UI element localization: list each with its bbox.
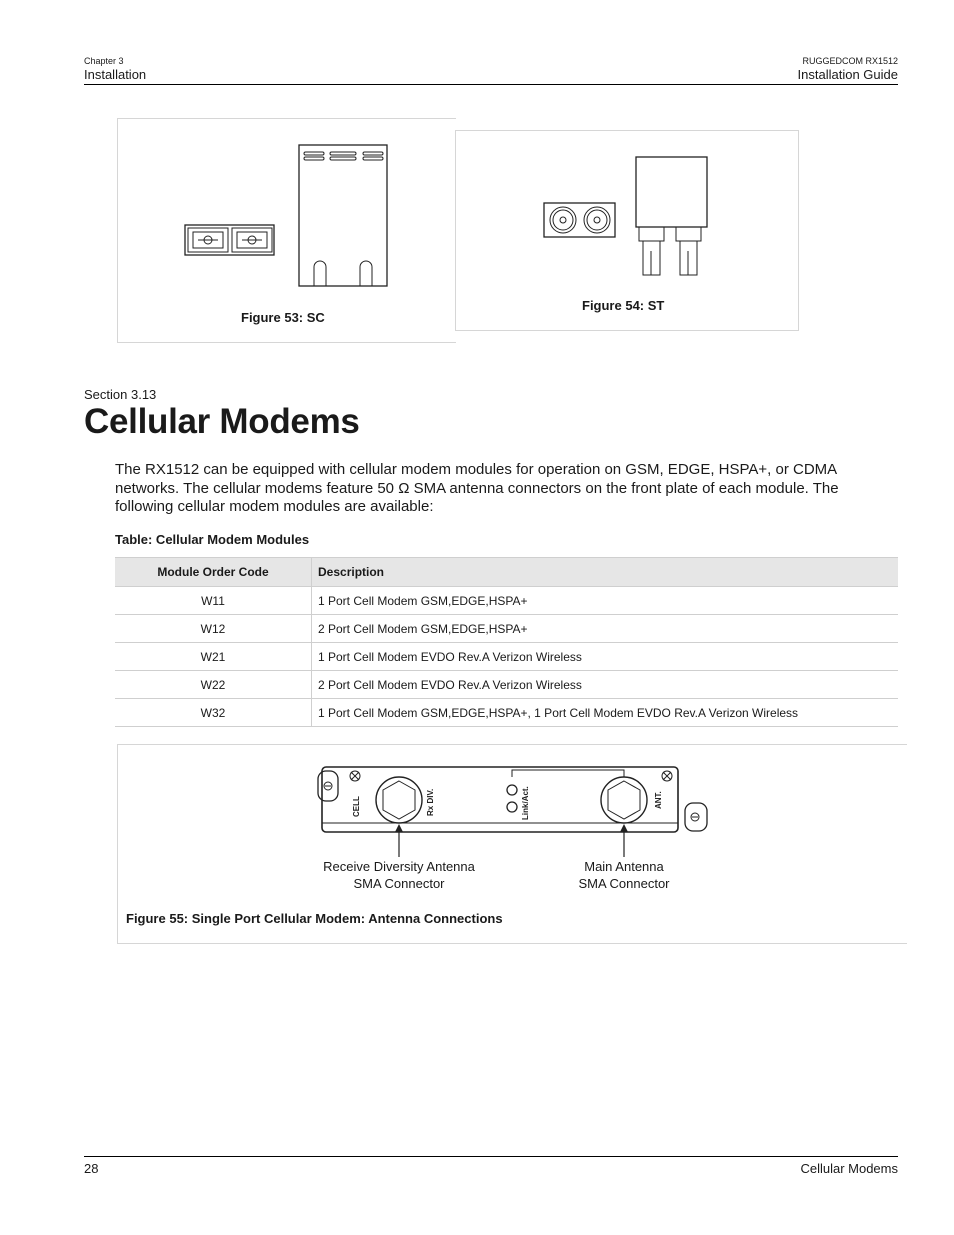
table-row <box>115 615 898 643</box>
cell-label: CELL <box>352 796 361 817</box>
footer-rule <box>84 1156 898 1157</box>
column-header-order-code: Module Order Code <box>115 558 312 587</box>
order-code-cell: W32 <box>115 699 312 727</box>
order-code-cell: W22 <box>115 671 312 699</box>
order-code-cell: W21 <box>115 643 312 671</box>
table-title: Table: Cellular Modem Modules <box>115 532 310 547</box>
footer-section-name: Cellular Modems <box>800 1161 898 1176</box>
header-guide: Installation Guide <box>797 67 898 82</box>
table-row <box>115 699 898 727</box>
header-product: RUGGEDCOM RX1512 <box>802 56 898 66</box>
rx-callout-line-2: SMA Connector <box>353 876 445 891</box>
rx-div-label: Rx DIV. <box>426 788 435 816</box>
description-cell: 2 Port Cell Modem EVDO Rev.A Verizon Wireless <box>312 671 899 699</box>
figure-53-caption: Figure 53: SC <box>241 310 325 325</box>
header-chapter: Chapter 3 <box>84 56 124 66</box>
page-title: Cellular Modems <box>84 402 360 441</box>
order-code-cell: W11 <box>115 587 312 615</box>
header-chapter-title: Installation <box>84 67 147 82</box>
ant-label: ANT. <box>654 791 663 809</box>
sc-connector-illustration <box>118 119 456 342</box>
intro-line-2: networks. The cellular modems feature 50 Ω SMA antenna connectors on the front plate of each module. The <box>115 479 839 497</box>
description-cell: 1 Port Cell Modem GSM,EDGE,HSPA+, 1 Port Cell Modem EVDO Rev.A Verizon Wireless <box>312 699 899 727</box>
figure-55 <box>117 744 907 944</box>
section-label: Section 3.13 <box>84 387 157 402</box>
figure-53 <box>117 118 456 343</box>
intro-line-3: following cellular modem modules are available: <box>115 498 434 515</box>
cellular-modules-table <box>115 557 898 727</box>
figure-54-caption: Figure 54: ST <box>582 298 665 313</box>
main-callout-line-1: Main Antenna <box>584 859 664 874</box>
figure-55-caption: Figure 55: Single Port Cellular Modem: Antenna Connections <box>126 911 503 926</box>
link-act-label: Link/Act. <box>521 786 530 820</box>
intro-line-1: The RX1512 can be equipped with cellular modem modules for operation on GSM, EDGE, HSPA+, or CDMA <box>115 461 838 478</box>
description-cell: 2 Port Cell Modem GSM,EDGE,HSPA+ <box>312 615 899 643</box>
table-header-row <box>115 558 898 587</box>
page-number: 28 <box>84 1161 99 1176</box>
main-callout-line-2: SMA Connector <box>578 876 670 891</box>
intro-paragraph <box>115 461 905 517</box>
table-row <box>115 587 898 615</box>
table-row <box>115 671 898 699</box>
description-cell: 1 Port Cell Modem GSM,EDGE,HSPA+ <box>312 587 899 615</box>
description-cell: 1 Port Cell Modem EVDO Rev.A Verizon Wireless <box>312 643 899 671</box>
table-row <box>115 643 898 671</box>
figure-54 <box>455 130 799 331</box>
column-header-description: Description <box>312 558 899 587</box>
header-rule <box>84 84 898 85</box>
rx-callout-line-1: Receive Diversity Antenna <box>323 859 475 874</box>
order-code-cell: W12 <box>115 615 312 643</box>
